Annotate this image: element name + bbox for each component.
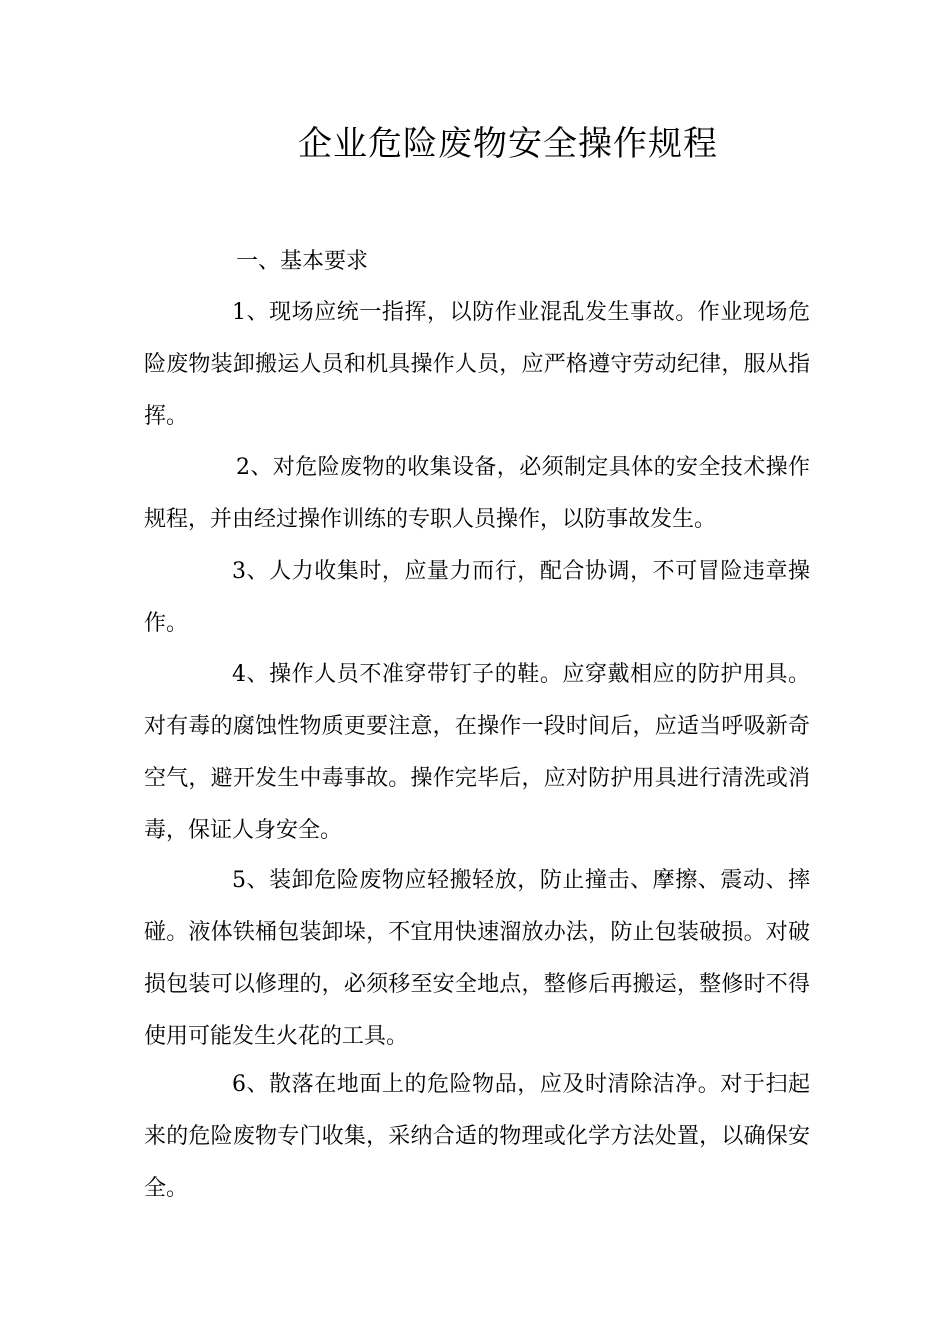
section-heading: 一、基本要求 bbox=[236, 249, 369, 274]
paragraph-3: 3、人力收集时，应量力而行，配合协调，不可冒险违章操作。 bbox=[144, 559, 810, 636]
paragraph-4: 4、操作人员不准穿带钉子的鞋。应穿戴相应的防护用具。对有毒的腐蚀性物质更要注意，在操作一段时间后，应适当呼吸新奇空气，避开发生中毒事故。操作完毕后，应对防护用具进行清洗或消毒，保证人身安全。 bbox=[144, 662, 810, 843]
paragraph-6: 6、散落在地面上的危险物品，应及时清除洁净。对于扫起来的危险废物专门收集，采纳合适的物理或化学方法处置，以确保安全。 bbox=[144, 1072, 810, 1201]
paragraph-5: 5、装卸危险废物应轻搬轻放，防止撞击、摩擦、震动、摔碰。液体铁桶包装卸垛，不宜用快速溜放办法，防止包装破损。对破损包装可以修理的，必须移至安全地点，整修后再搬运，整修时不得使用可能发生火花的工具。 bbox=[144, 868, 810, 1049]
document-title: 企业危险废物安全操作规程 bbox=[298, 124, 718, 164]
paragraph-1: 1、现场应统一指挥，以防作业混乱发生事故。作业现场危险废物装卸搬运人员和机具操作人员，应严格遵守劳动纪律，服从指挥。 bbox=[144, 300, 810, 429]
paragraph-2: 2、对危险废物的收集设备，必须制定具体的安全技术操作规程，并由经过操作训练的专职人员操作，以防事故发生。 bbox=[144, 455, 810, 532]
